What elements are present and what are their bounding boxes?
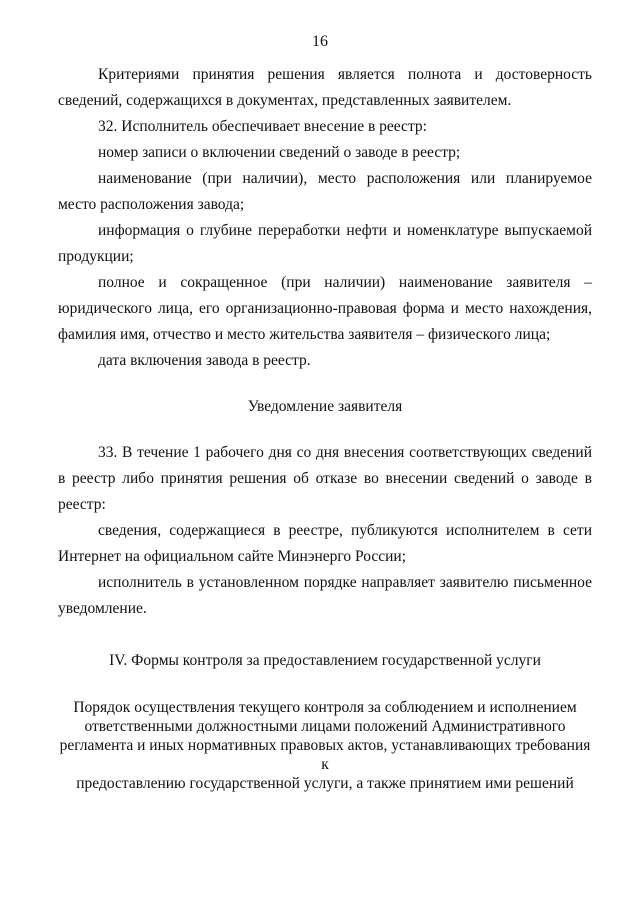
paragraph-written-notice: исполнитель в установленном порядке направляет заявителю письменное уведомление. xyxy=(58,574,592,617)
paragraph-criteria: Критериями принятия решения является полнота и достоверность сведений, содержащихся в документах, представленных заявителем. xyxy=(58,66,592,109)
subheading-line: ответственными должностными лицами положений Административного xyxy=(84,718,566,735)
paragraph-publication: сведения, содержащиеся в реестре, публикуются исполнителем в сети Интернет на официальном сайте Минэнерго России; xyxy=(58,522,592,565)
page-number: 16 xyxy=(312,33,328,50)
subheading-control-procedure xyxy=(58,698,592,793)
paragraph-item-33: 33. В течение 1 рабочего дня со дня внесения соответствующих сведений в реестр либо принятия решения об отказе во внесении сведений о заводе в реестр: xyxy=(58,444,592,513)
subheading-line: регламента и иных нормативных правовых актов, устанавливающих требования к xyxy=(59,737,591,773)
paragraph-plant-name: наименование (при наличии), место расположения или планируемое место расположения завода; xyxy=(58,170,592,213)
paragraph-record-number: номер записи о включении сведений о заводе в реестр; xyxy=(98,144,461,161)
paragraph-inclusion-date: дата включения завода в реестр. xyxy=(98,352,311,369)
subheading-line: Порядок осуществления текущего контроля за соблюдением и исполнением xyxy=(73,699,577,716)
paragraph-item-32: 32. Исполнитель обеспечивает внесение в реестр: xyxy=(98,118,427,135)
paragraph-applicant-name: полное и сокращенное (при наличии) наименование заявителя – юридического лица, его организационно-правовая форма и место нахождения, фамилия имя, отчество и место жительства заявителя – физического лица; xyxy=(58,274,592,343)
page-content xyxy=(58,62,592,793)
paragraph-refining-depth: информация о глубине переработки нефти и номенклатуре выпускаемой продукции; xyxy=(58,222,592,265)
heading-applicant-notification: Уведомление заявителя xyxy=(247,398,403,415)
subheading-line: предоставлению государственной услуги, а также принятием ими решений xyxy=(76,775,574,792)
section-heading-iv: IV. Формы контроля за предоставлением государственной услуги xyxy=(109,652,541,669)
